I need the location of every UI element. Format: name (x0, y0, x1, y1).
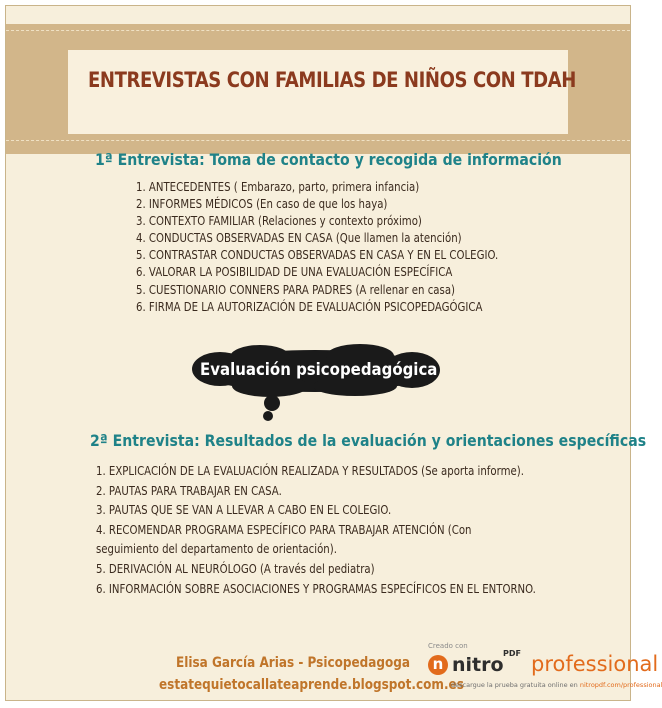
download-notice (451, 681, 662, 689)
section2-list (96, 461, 632, 598)
section1-list (136, 178, 578, 315)
nitro-product-name: professional (531, 652, 659, 676)
section1-heading: 1ª Entrevista: Toma de contacto y recogida de información (95, 150, 562, 169)
list-item: 6. VALORAR LA POSIBILIDAD DE UNA EVALUACIÓN ESPECÍFICA (136, 264, 453, 280)
list-item: 1. EXPLICACIÓN DE LA EVALUACIÓN REALIZADA Y RESULTADOS (Se aporta informe). (96, 463, 524, 478)
list-item: 4. CONDUCTAS OBSERVADAS EN CASA (Que llamen la atención) (136, 230, 462, 246)
page-title: ENTREVISTAS CON FAMILIAS DE NIÑOS CON TDAH (88, 68, 576, 92)
list-item: 5. DERIVACIÓN AL NEURÓLOGO (A través del pediatra) (96, 560, 375, 576)
nitro-pdf-superscript: PDF (503, 649, 521, 658)
thought-cloud (180, 343, 450, 425)
nitro-brand: nitro (452, 654, 504, 676)
cloud-label: Evaluación psicopedagógica (200, 360, 438, 380)
author-credit: Elisa García Arias - Psicopedagoga (176, 655, 411, 671)
list-item: 3. CONTEXTO FAMILIAR (Relaciones y contexto próximo) (136, 213, 422, 229)
list-item: 4. RECOMENDAR PROGRAMA ESPECÍFICO PARA TRABAJAR ATENCIÓN (Con (96, 521, 472, 537)
nitro-logo-icon: n (428, 655, 448, 675)
list-item: 2. INFORMES MÉDICOS (En caso de que los haya) (136, 196, 388, 212)
list-item: 6. INFORMACIÓN SOBRE ASOCIACIONES Y PROGRAMAS ESPECÍFICOS EN EL ENTORNO. (96, 580, 536, 596)
blog-url[interactable]: estatequietocallateaprende.blogspot.com.es (159, 677, 464, 693)
created-with-label: Creado con (428, 642, 468, 650)
list-item: 5. CONTRASTAR CONDUCTAS OBSERVADAS EN CASA Y EN EL COLEGIO. (136, 247, 499, 263)
title-card (68, 50, 568, 134)
download-url[interactable]: nitropdf.com/professional (579, 681, 662, 689)
list-item: 1. ANTECEDENTES ( Embarazo, parto, primera infancia) (136, 179, 420, 194)
list-item: 5. CUESTIONARIO CONNERS PARA PADRES (A rellenar en casa) (136, 281, 456, 297)
list-item: 3. PAUTAS QUE SE VAN A LLEVAR A CABO EN EL COLEGIO. (96, 502, 392, 518)
list-item: 2. PAUTAS PARA TRABAJAR EN CASA. (96, 482, 282, 498)
section2-heading: 2ª Entrevista: Resultados de la evaluación y orientaciones específicas (90, 431, 647, 450)
list-item: seguimiento del departamento de orientación). (96, 541, 337, 557)
list-item: 6. FIRMA DE LA AUTORIZACIÓN DE EVALUACIÓN PSICOPEDAGÓGICA (136, 298, 483, 314)
download-text: descargue la prueba gratuita online en (451, 681, 578, 689)
